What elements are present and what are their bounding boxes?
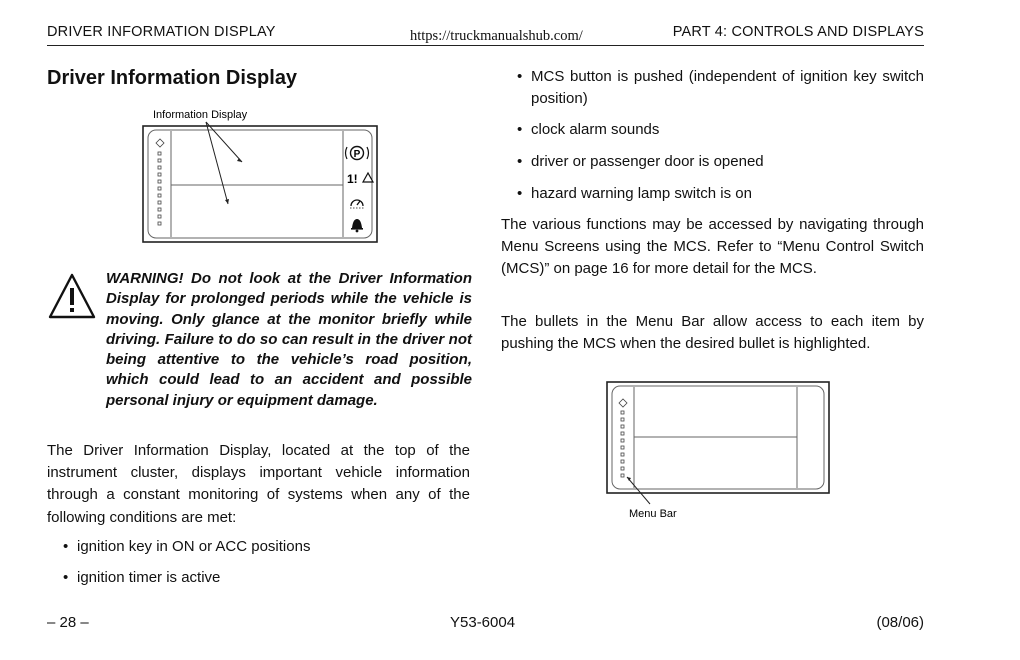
menu-bar-paragraph: The bullets in the Menu Bar allow access to each item by pushing the MCS when the desired bullet is highlighted. [501, 313, 924, 353]
condition-text: ignition key in ON or ACC positions [77, 538, 311, 555]
menu-bar-bullets [156, 139, 164, 225]
display-screen [148, 130, 372, 238]
bell-icon [351, 219, 363, 232]
condition-text: driver or passenger door is opened [531, 153, 764, 170]
menu-bar-bullets [619, 399, 627, 477]
menu-top-icon [156, 139, 164, 147]
bullet-dot: • [63, 538, 69, 555]
functions-paragraph: The various functions may be accessed by navigating through Menu Screens using the MCS. Refer to “Menu Control Switch (MCS)” on page 16 for more detail for the MCS. [501, 216, 924, 278]
warning-triangle-icon [47, 272, 97, 320]
list-item [63, 536, 470, 558]
condition-text: ignition timer is active [77, 569, 221, 586]
list-item [517, 66, 924, 110]
intro-paragraph: The Driver Information Display, located at the top of the instrument cluster, displays important vehicle information through a constant monitoring of systems when any of the following conditions are met: [47, 442, 470, 526]
display-bezel [143, 126, 377, 242]
document-id: Y53-6004 [450, 614, 516, 631]
parking-brake-icon [346, 147, 369, 161]
bullet-dot: • [63, 569, 69, 586]
source-url[interactable]: https://truckmanualshub.com/ [410, 28, 583, 44]
warning-icon [347, 172, 373, 186]
running-header-right: PART 4: CONTROLS AND DISPLAYS [672, 24, 924, 40]
bullet-dot: • [517, 153, 523, 170]
list-item [63, 567, 470, 589]
menu-bar-figure [604, 376, 834, 526]
list-item [517, 183, 924, 205]
menu-top-icon [619, 399, 627, 407]
condition-text: hazard warning lamp switch is on [531, 185, 752, 202]
bullet-dot: • [517, 121, 523, 138]
svg-text:P: P [353, 149, 361, 160]
figure-label-information-display: Information Display [153, 109, 248, 121]
condition-text: clock alarm sounds [531, 121, 660, 138]
running-header-left: DRIVER INFORMATION DISPLAY [47, 24, 276, 40]
section-title: Driver Information Display [47, 67, 298, 89]
revision-date: (08/06) [876, 614, 924, 631]
list-item [517, 119, 924, 141]
menu-bar-pointer-line [627, 477, 650, 504]
bullet-dot: • [517, 185, 523, 202]
list-item [517, 151, 924, 173]
svg-text:1!: 1! [347, 172, 358, 186]
condition-text: MCS button is pushed (independent of ignition key switch position) [531, 68, 924, 107]
page-number: – 28 – [47, 614, 89, 631]
warning-text: WARNING! Do not look at the Driver Information Display for prolonged periods while the vehicle is moving. Only glance at the monitor briefly while driving. Failure to do so can result in the driver not being attentive to the vehicle’s road position, which could lead to an accident and possible personal injury or equipment damage. [106, 270, 472, 409]
figure-label-menu-bar: Menu Bar [629, 508, 677, 520]
bullet-dot: • [517, 68, 523, 85]
pointer-arrow-lower [225, 199, 229, 204]
information-display-figure [140, 104, 380, 246]
speedometer-icon [350, 200, 364, 208]
header-rule [47, 45, 924, 46]
